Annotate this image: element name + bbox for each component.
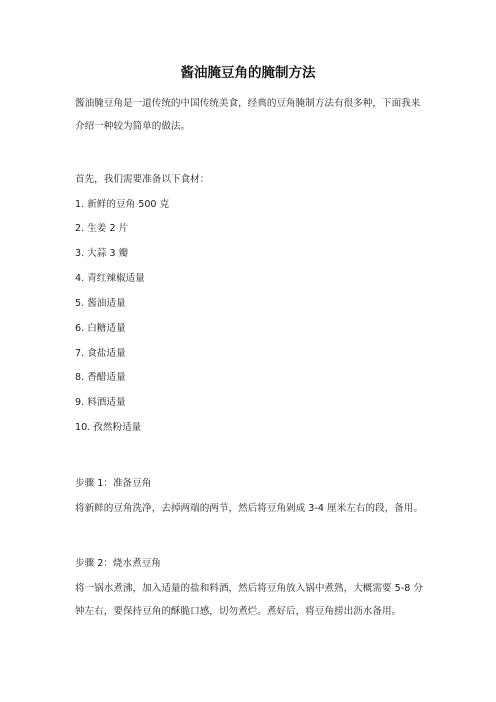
step2-text: 将一锅水煮沸，加入适量的盐和料酒，然后将豆角放入锅中煮熟，大概需要 5-8 分钟左右，要保持豆角的酥脆口感，切勿煮烂。煮好后，将豆角捞出沥水备用。 [75,583,423,617]
ingredient-item: 10. 孜然粉适量 [75,422,142,433]
ingredient-item: 7. 食盐适量 [75,348,126,359]
ingredient-item: 6. 白糖适量 [75,323,126,334]
ingredient-item: 5. 酱油适量 [75,298,126,309]
intro-paragraph: 酱油腌豆角是一道传统的中国传统美食，经典的豆角腌制方法有很多种，下面我来介绍一种较为简单的做法。 [75,98,421,132]
page-title: 酱油腌豆角的腌制方法 [180,65,316,81]
step2-title: 步骤 2：烧水煮豆角 [75,558,161,569]
ingredient-item: 1. 新鲜的豆角 500 克 [75,199,170,210]
step1-title: 步骤 1：准备豆角 [75,478,152,489]
ingredient-item: 3. 大蒜 3 瓣 [75,248,129,259]
ingredient-item: 4. 青红辣椒适量 [75,273,145,284]
ingredients-heading: 首先，我们需要准备以下食材： [75,174,210,185]
ingredient-item: 9. 料酒适量 [75,397,126,408]
step1-text: 将新鲜的豆角洗净，去掉两端的两节，然后将豆角剁成 3-4 厘米左右的段，备用。 [75,503,423,514]
ingredient-item: 8. 香醋适量 [75,372,126,383]
ingredient-item: 2. 生姜 2 片 [75,223,129,234]
